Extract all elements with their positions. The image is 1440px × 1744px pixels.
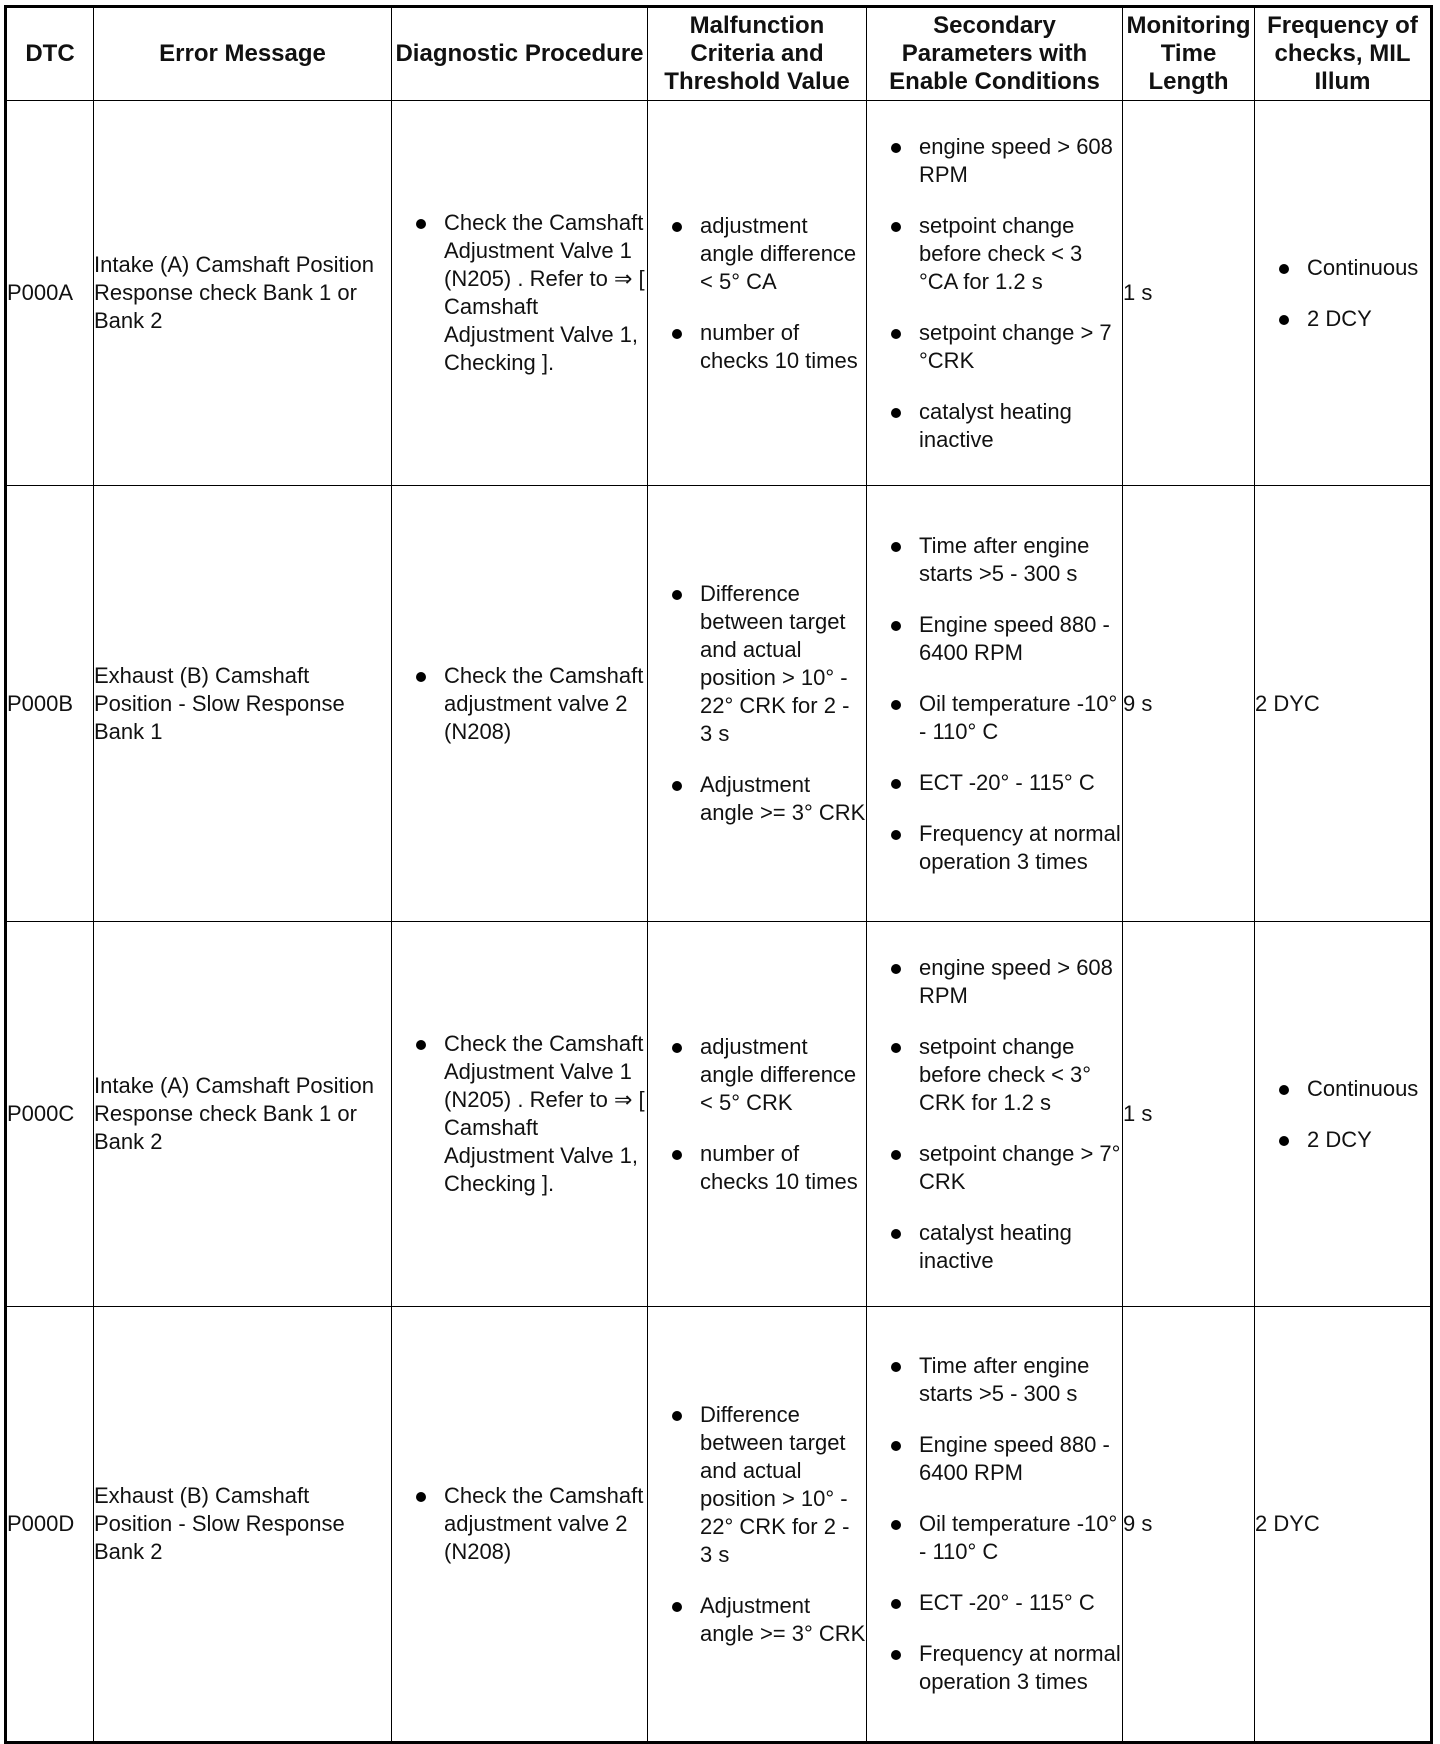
secondary-item: catalyst heating inactive [867, 1219, 1122, 1275]
secondary-item: setpoint change > 7 °CRK [867, 319, 1122, 375]
secondary-item: Time after engine starts >5 - 300 s [867, 532, 1122, 588]
table-row [6, 486, 1432, 922]
secondary-item: Engine speed 880 - 6400 RPM [867, 611, 1122, 667]
table-row [6, 1307, 1432, 1743]
secondary-item: engine speed > 608 RPM [867, 133, 1122, 189]
procedure-item: Check the Camshaft adjustment valve 2 (N208) [392, 1482, 647, 1566]
criteria-item: number of checks 10 times [648, 1140, 866, 1196]
header-monitoring-time: Monitoring Time Length [1123, 7, 1255, 101]
frequency [1255, 101, 1432, 486]
dtc-table [4, 5, 1433, 1744]
malfunction-criteria [648, 101, 867, 486]
secondary-item: Frequency at normal operation 3 times [867, 1640, 1122, 1696]
dtc-code: P000D [6, 1307, 94, 1743]
table-row [6, 101, 1432, 486]
header-error-message: Error Message [94, 7, 392, 101]
secondary-parameters [867, 922, 1123, 1307]
secondary-item: ECT -20° - 115° C [867, 769, 1122, 797]
secondary-item: Oil temperature -10° - 110° C [867, 690, 1122, 746]
frequency-item: Continuous [1255, 1075, 1430, 1103]
monitoring-time: 9 s [1123, 1307, 1255, 1743]
diagnostic-procedure [392, 922, 648, 1307]
diagnostic-procedure [392, 1307, 648, 1743]
monitoring-time: 1 s [1123, 922, 1255, 1307]
secondary-item: setpoint change > 7° CRK [867, 1140, 1122, 1196]
header-malfunction-criteria: Malfunction Criteria and Threshold Value [648, 7, 867, 101]
secondary-parameters [867, 486, 1123, 922]
criteria-item: adjustment angle difference < 5° CA [648, 212, 866, 296]
monitoring-time: 9 s [1123, 486, 1255, 922]
frequency [1255, 922, 1432, 1307]
procedure-item: Check the Camshaft Adjustment Valve 1 (N205) . Refer to ⇒ [ Camshaft Adjustment Valve 1, Checking ]. [392, 1030, 647, 1198]
frequency-item: 2 DCY [1255, 305, 1430, 333]
criteria-item: Adjustment angle >= 3° CRK [648, 771, 866, 827]
criteria-item: Difference between target and actual position > 10° - 22° CRK for 2 - 3 s [648, 1401, 866, 1569]
frequency-item: 2 DCY [1255, 1126, 1430, 1154]
secondary-parameters [867, 1307, 1123, 1743]
malfunction-criteria [648, 922, 867, 1307]
frequency: 2 DYC [1255, 1307, 1432, 1743]
dtc-code: P000C [6, 922, 94, 1307]
secondary-item: Engine speed 880 - 6400 RPM [867, 1431, 1122, 1487]
frequency: 2 DYC [1255, 486, 1432, 922]
secondary-item: Oil temperature -10° - 110° C [867, 1510, 1122, 1566]
error-message: Intake (A) Camshaft Position Response check Bank 1 or Bank 2 [94, 101, 392, 486]
diagnostic-procedure [392, 486, 648, 922]
secondary-item: engine speed > 608 RPM [867, 954, 1122, 1010]
secondary-item: catalyst heating inactive [867, 398, 1122, 454]
secondary-item: Frequency at normal operation 3 times [867, 820, 1122, 876]
secondary-parameters [867, 101, 1123, 486]
header-frequency: Frequency of checks, MIL Illum [1255, 7, 1432, 101]
dtc-code: P000B [6, 486, 94, 922]
secondary-item: Time after engine starts >5 - 300 s [867, 1352, 1122, 1408]
header-secondary-parameters: Secondary Parameters with Enable Conditions [867, 7, 1123, 101]
header-row [6, 7, 1432, 101]
frequency-item: Continuous [1255, 254, 1430, 282]
secondary-item: setpoint change before check < 3° CRK for 1.2 s [867, 1033, 1122, 1117]
procedure-item: Check the Camshaft Adjustment Valve 1 (N205) . Refer to ⇒ [ Camshaft Adjustment Valve 1, Checking ]. [392, 209, 647, 377]
procedure-item: Check the Camshaft adjustment valve 2 (N208) [392, 662, 647, 746]
criteria-item: number of checks 10 times [648, 319, 866, 375]
error-message: Exhaust (B) Camshaft Position - Slow Response Bank 2 [94, 1307, 392, 1743]
malfunction-criteria [648, 486, 867, 922]
secondary-item: setpoint change before check < 3 °CA for 1.2 s [867, 212, 1122, 296]
dtc-code: P000A [6, 101, 94, 486]
criteria-item: Adjustment angle >= 3° CRK [648, 1592, 866, 1648]
table-row [6, 922, 1432, 1307]
malfunction-criteria [648, 1307, 867, 1743]
criteria-item: Difference between target and actual position > 10° - 22° CRK for 2 - 3 s [648, 580, 866, 748]
header-diagnostic-procedure: Diagnostic Procedure [392, 7, 648, 101]
criteria-item: adjustment angle difference < 5° CRK [648, 1033, 866, 1117]
error-message: Intake (A) Camshaft Position Response check Bank 1 or Bank 2 [94, 922, 392, 1307]
secondary-item: ECT -20° - 115° C [867, 1589, 1122, 1617]
diagnostic-procedure [392, 101, 648, 486]
monitoring-time: 1 s [1123, 101, 1255, 486]
error-message: Exhaust (B) Camshaft Position - Slow Response Bank 1 [94, 486, 392, 922]
header-dtc: DTC [6, 7, 94, 101]
